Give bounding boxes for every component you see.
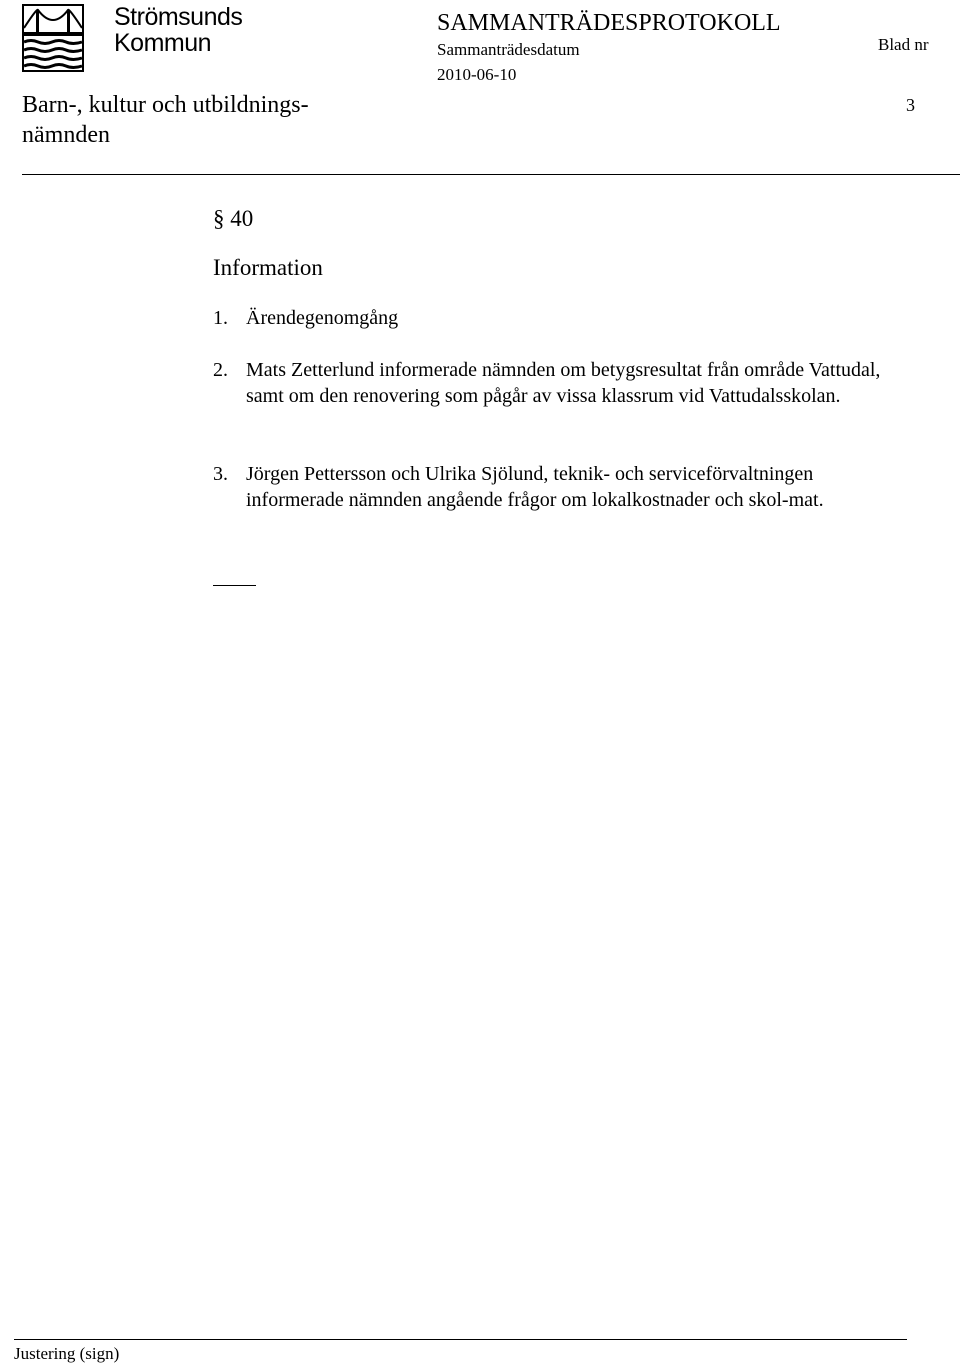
list-item-text: Jörgen Pettersson och Ulrika Sjölund, teknik- och serviceförvaltningen informerade nämnden angående frågor om lokalkostnader och skol-mat. <box>246 463 824 511</box>
list-item-text: Mats Zetterlund informerade nämnden om betygsresultat från område Vattudal, samt om den renovering som pågår av vissa klassrum vid Vattudalsskolan. <box>246 359 881 407</box>
signature-label: Justering (sign) <box>14 1344 120 1363</box>
logo-line-2: Kommun <box>114 29 212 57</box>
committee-name <box>22 90 422 150</box>
footer-divider <box>14 1339 907 1340</box>
header-divider <box>22 174 960 175</box>
section-title: Information <box>213 255 323 280</box>
committee-name-line-1: Barn-, kultur och utbildnings- <box>22 92 309 118</box>
section-number: 40 <box>230 206 254 231</box>
meeting-date-value: 2010-06-10 <box>437 65 517 84</box>
list-item-number: 1. <box>213 307 228 329</box>
page-number-label: Blad nr <box>878 35 929 54</box>
committee-name-line-2: nämnden <box>22 122 110 148</box>
municipality-logo <box>22 3 243 74</box>
list-item-text: Ärendegenomgång <box>246 307 399 329</box>
bridge-logo-icon <box>22 4 84 72</box>
document-title: SAMMANTRÄDESPROTOKOLL <box>437 10 781 36</box>
list-item-number: 3. <box>213 463 228 485</box>
section-heading <box>213 205 253 233</box>
meeting-date-label: Sammanträdesdatum <box>437 40 580 59</box>
logo-wordmark <box>114 4 242 56</box>
logo-line-1: Strömsunds <box>114 3 243 31</box>
section-end-divider <box>213 585 256 586</box>
paragraph-symbol: § <box>213 206 225 231</box>
page-number-value: 3 <box>906 95 915 115</box>
list-item-number: 2. <box>213 359 228 381</box>
